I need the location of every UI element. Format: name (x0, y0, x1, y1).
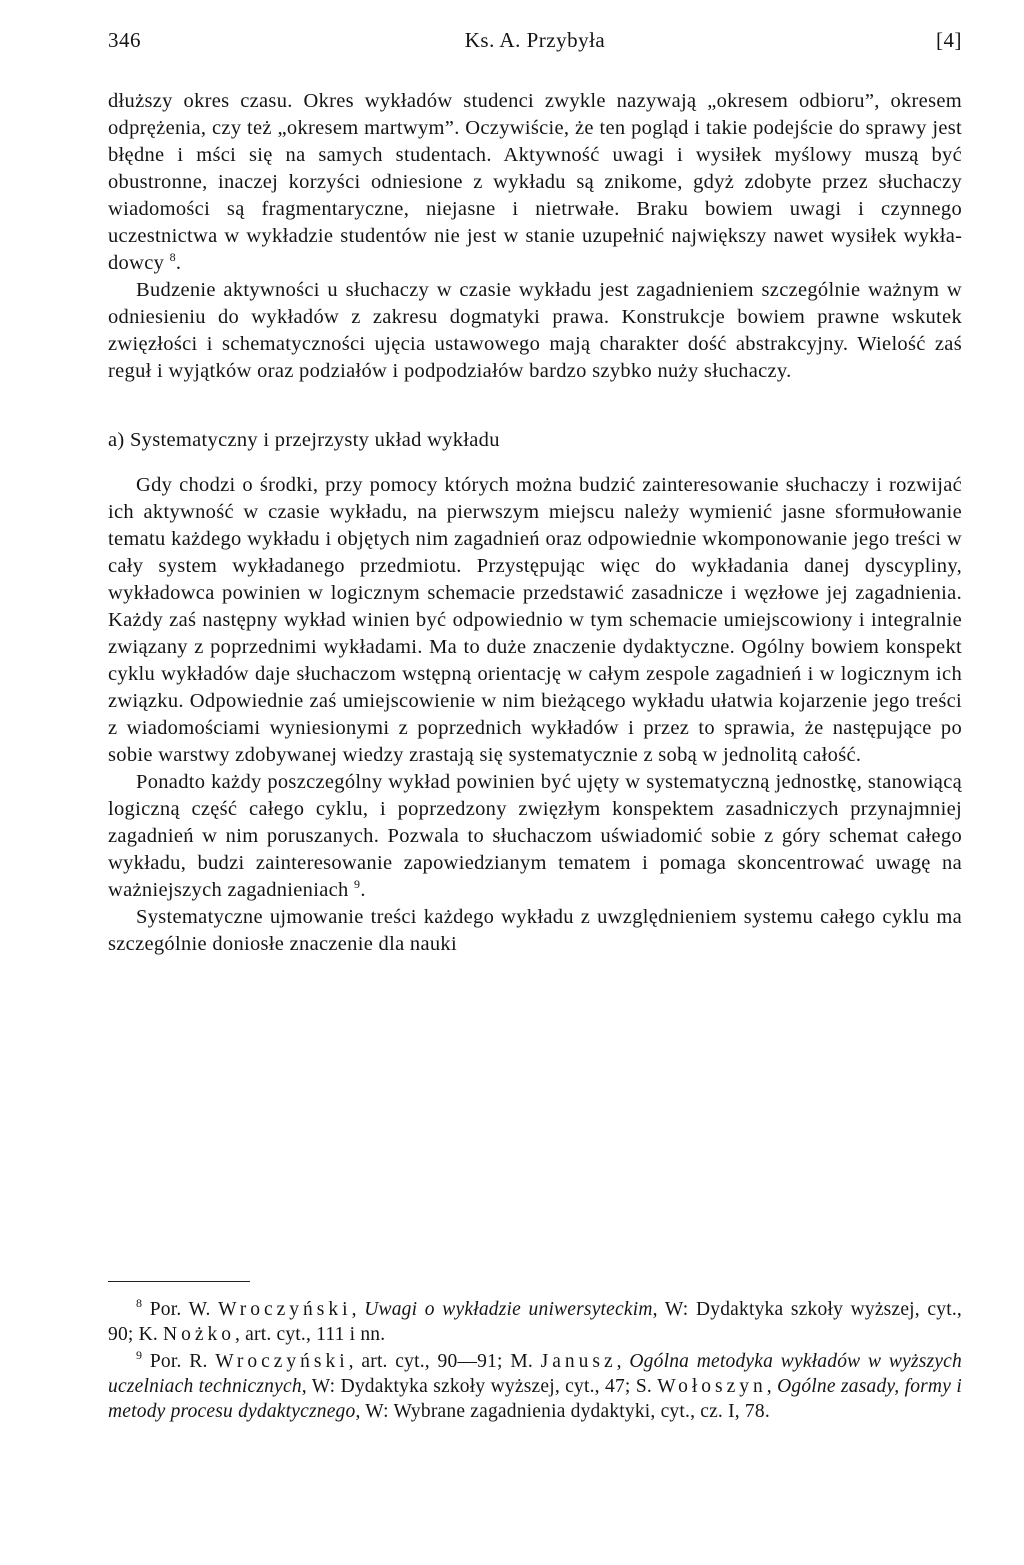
paragraph-text: Systematyczne ujmowanie treści każdego wykładu z uwzględnieniem systemu całego cyklu ma szczególnie doniosłe znaczenie dla nauki (108, 906, 962, 955)
footnote-text: , (351, 1299, 365, 1320)
footnote-mark: 9 (136, 1348, 143, 1362)
footnote-title: Uwagi o wykładzie uniwersyteckim (364, 1299, 653, 1320)
section-number: [4] (936, 28, 962, 52)
paragraph-end: . (175, 252, 182, 274)
footnote-text: , W: Dydaktyka szkoły wyższej, cyt., 47; S. (301, 1376, 658, 1397)
footnote-text: , (616, 1351, 630, 1372)
footnote-mark: 8 (136, 1296, 143, 1310)
footnote-author: Janusz (540, 1351, 617, 1372)
footnote-text: , art. cyt., 111 i nn. (235, 1324, 386, 1345)
paragraph (108, 88, 962, 277)
footnote-author: Wroczyński (218, 1299, 352, 1320)
footnote-title: Ogólne zasady, formy i metody procesu dydaktycznego (108, 1376, 962, 1422)
footnote-ref: 9 (354, 877, 361, 891)
page-number: 346 (108, 28, 141, 52)
footnote-text: Por. W. (142, 1299, 219, 1320)
paragraph (108, 472, 962, 769)
running-head (108, 28, 962, 58)
footnote-separator (108, 1281, 250, 1282)
running-title: Ks. A. Przybyła (464, 28, 606, 52)
footnote-author: Nożko (163, 1324, 236, 1345)
footnote-ref: 8 (169, 250, 176, 264)
footnote-text: , W: Dydaktyka szkoły wyższej, cyt., 90; K. (108, 1299, 962, 1345)
footnote-8 (108, 1297, 962, 1347)
paragraph-text: Budzenie aktywności u słuchaczy w czasie wykładu jest zagadnieniem szczególnie ważnym w odniesieniu do wykładów z zakresu dogmatyki prawa. Konstrukcje bowiem prawne wskutek zwięzłości i schematyczności ujęcia ustawowego mają charakter dość abstrakcyjny. Wielość zaś reguł i wyjątków oraz podziałów i podpodziałów bardzo szybko nuży słuchaczy. (108, 279, 962, 382)
paragraph-text: Gdy chodzi o środki, przy pomocy których można budzić zainteresowanie słuchaczy i rozwijać ich aktywność w czasie wykładu, na pierwszym miejscu należy wymienić jasne sformułowanie tematu każdego wykładu i objętych nim zagadnień oraz odpowiednie wkomponowanie jego treści w cały system wykładanego przedmiotu. Przystępując więc do wykładania danej dyscypliny, wykładowca powinien w logicznym schemacie przedstawić zasadnicze i węzłowe jej zagadnienia. Każdy zaś następny wykład winien być odpowiednio w tym schemacie umiejscowiony i integralnie związany z poprzednimi wykładami. Ma to duże znaczenie dydaktyczne. Ogólny bowiem konspekt cyklu wykładów daje słuchaczom wstępną orientację w całym zespole zagadnień i w logicznym ich związku. Odpowiednie zaś umiejscowienie w nim bieżącego wykładu ułatwia kojarzenie jego treści z wiadomościami wyniesionymi z poprzednich wykładów i przez to sprawia, że następujące po sobie warstwy zdobywanej wiedzy zrastają się systematycznie z sobą w jednolitą całość. (108, 474, 962, 766)
footnote-text: , art. cyt., 90—91; M. (348, 1351, 541, 1372)
paragraph (108, 277, 962, 385)
paragraph-end: . (360, 879, 366, 901)
footnote-author: Wołoszyn (657, 1376, 767, 1397)
footnotes (108, 1297, 962, 1426)
footnote-text: Por. R. (142, 1351, 216, 1372)
footnote-text: , W: Wybrane zagadnienia dydaktyki, cyt., cz. I, 78. (355, 1401, 770, 1422)
footnote-title: Ogólna metodyka wykładów w wyższych uczelniach technicznych (108, 1351, 962, 1397)
paragraph (108, 769, 962, 904)
section-heading: a) Systematyczny i przejrzysty układ wykładu (108, 429, 500, 451)
paragraph (108, 904, 962, 958)
paragraph-text: Ponadto każdy poszczególny wykład powinien być ujęty w systematyczną jednostkę, stanowiącą logiczną część całego cyklu, i poprzedzony zwięzłym konspektem zasadniczych przynajmniej zagadnień w nim poruszanych. Pozwala to słuchaczom uświadomić sobie z góry schemat całego wykładu, budzi zainteresowanie zapowiedzianym tematem i pomaga skoncentrować uwagę na ważniejszych zagadnieniach (108, 771, 962, 901)
paragraph-text: dłuższy okres czasu. Okres wykładów studenci zwykle nazywają „okresem odbioru”, okresem odprężenia, czy też „okresem martwym”. Oczywiście, że ten pogląd i takie podejście do sprawy jest błędne i mści się na samych studentach. Aktywność uwagi i wysiłek myślowy muszą być obustronne, inaczej korzyści odniesione z wykładu są znikome, gdyż zdobyte przez słuchaczy wiadomości są fragmentaryczne, niejasne i nietrwałe. Braku bowiem uwagi i czynnego uczestnictwa w wykładzie studentów nie jest w stanie uzupełnić największy nawet wysiłek wykładowcy (108, 90, 962, 274)
footnote-text: , (766, 1376, 778, 1397)
footnote-author: Wroczyński (215, 1351, 349, 1372)
footnote-9 (108, 1349, 962, 1424)
main-text (108, 88, 962, 958)
